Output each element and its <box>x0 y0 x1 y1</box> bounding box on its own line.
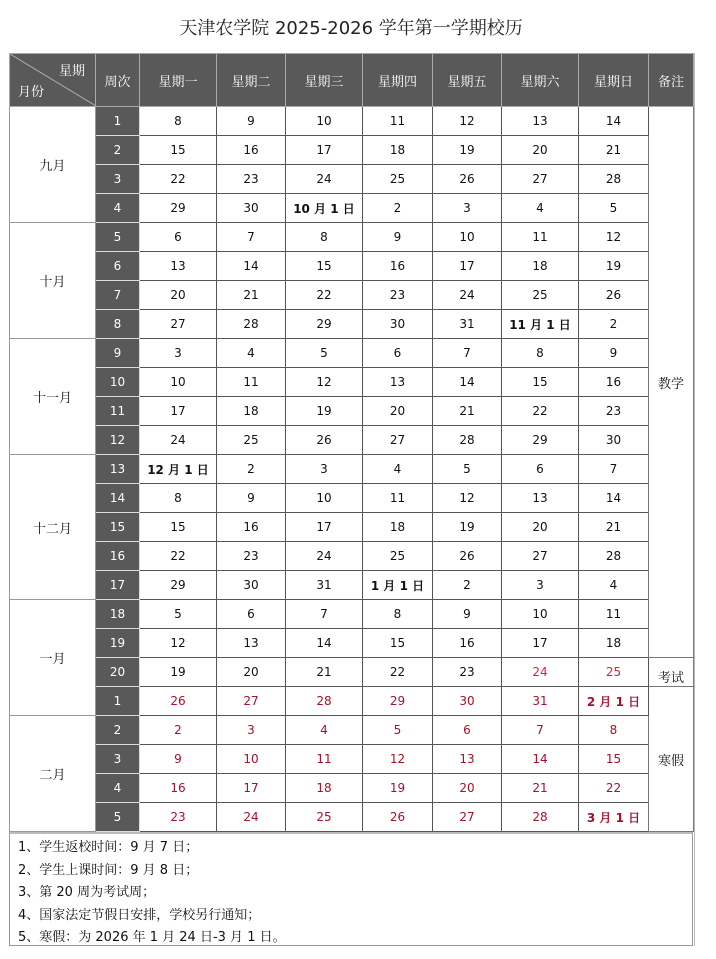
day-cell: 17 <box>502 629 579 658</box>
day-cell: 24 <box>286 542 363 571</box>
day-cell: 3 <box>286 455 363 484</box>
day-cell: 12 月 1 日 <box>140 455 217 484</box>
day-cell: 15 <box>579 745 649 774</box>
day-cell: 11 <box>502 223 579 252</box>
day-header-thu: 星期四 <box>363 54 433 107</box>
day-cell: 19 <box>433 136 502 165</box>
calendar-body <box>10 107 694 832</box>
day-cell: 30 <box>363 310 433 339</box>
week-number: 13 <box>96 455 140 484</box>
week-number: 6 <box>96 252 140 281</box>
day-cell: 12 <box>433 107 502 136</box>
day-cell: 28 <box>579 165 649 194</box>
day-cell: 3 <box>140 339 217 368</box>
day-cell: 13 <box>363 368 433 397</box>
day-cell: 23 <box>140 803 217 832</box>
note-teaching: 教学 <box>649 107 694 658</box>
day-cell: 15 <box>286 252 363 281</box>
day-cell: 4 <box>579 571 649 600</box>
day-cell: 23 <box>579 397 649 426</box>
table-row <box>10 745 694 774</box>
day-cell: 2 <box>363 194 433 223</box>
day-cell: 7 <box>217 223 286 252</box>
day-cell: 20 <box>217 658 286 687</box>
day-cell: 20 <box>433 774 502 803</box>
footnote-3: 3、第 20 周为考试周； <box>18 885 156 900</box>
day-cell: 8 <box>579 716 649 745</box>
day-cell: 22 <box>140 542 217 571</box>
day-cell: 11 <box>363 484 433 513</box>
day-cell: 21 <box>217 281 286 310</box>
day-cell: 14 <box>579 484 649 513</box>
day-cell: 27 <box>363 426 433 455</box>
day-cell: 18 <box>579 629 649 658</box>
day-cell: 19 <box>433 513 502 542</box>
day-cell: 19 <box>363 774 433 803</box>
day-cell: 20 <box>363 397 433 426</box>
table-row <box>10 107 694 136</box>
day-cell: 22 <box>502 397 579 426</box>
week-number: 18 <box>96 600 140 629</box>
day-cell: 3 <box>217 716 286 745</box>
day-cell: 14 <box>579 107 649 136</box>
day-cell: 15 <box>140 513 217 542</box>
note-winter-break: 寒假 <box>649 687 694 832</box>
note-exam: 考试 <box>649 658 694 687</box>
week-number: 19 <box>96 629 140 658</box>
day-cell: 5 <box>286 339 363 368</box>
day-cell: 29 <box>140 194 217 223</box>
day-cell: 8 <box>363 600 433 629</box>
week-number: 3 <box>96 165 140 194</box>
day-cell: 21 <box>433 397 502 426</box>
day-cell: 10 <box>217 745 286 774</box>
day-cell: 4 <box>217 339 286 368</box>
week-number: 14 <box>96 484 140 513</box>
day-cell: 12 <box>363 745 433 774</box>
day-cell: 17 <box>286 136 363 165</box>
day-cell: 13 <box>217 629 286 658</box>
day-cell: 18 <box>363 513 433 542</box>
week-number: 1 <box>96 107 140 136</box>
day-cell: 9 <box>140 745 217 774</box>
day-cell: 27 <box>140 310 217 339</box>
day-cell: 9 <box>217 484 286 513</box>
day-cell: 11 <box>286 745 363 774</box>
day-cell: 27 <box>217 687 286 716</box>
page-title: 天津农学院 2025-2026 学年第一学期校历 <box>179 18 523 39</box>
table-row <box>10 165 694 194</box>
day-cell: 5 <box>363 716 433 745</box>
table-row <box>10 484 694 513</box>
day-cell: 27 <box>502 542 579 571</box>
table-row <box>10 658 694 687</box>
day-cell: 10 <box>140 368 217 397</box>
day-cell: 28 <box>433 426 502 455</box>
day-cell: 6 <box>502 455 579 484</box>
day-cell: 19 <box>286 397 363 426</box>
day-cell: 26 <box>286 426 363 455</box>
week-number: 10 <box>96 368 140 397</box>
day-cell: 12 <box>286 368 363 397</box>
day-cell: 26 <box>363 803 433 832</box>
day-cell: 7 <box>502 716 579 745</box>
day-cell: 10 <box>433 223 502 252</box>
day-cell: 6 <box>363 339 433 368</box>
day-cell: 15 <box>363 629 433 658</box>
day-cell: 13 <box>140 252 217 281</box>
month-label: 十二月 <box>10 455 96 600</box>
day-cell: 19 <box>140 658 217 687</box>
day-cell: 8 <box>140 484 217 513</box>
day-cell: 2 <box>140 716 217 745</box>
day-cell: 8 <box>140 107 217 136</box>
day-cell: 16 <box>433 629 502 658</box>
table-row <box>10 542 694 571</box>
day-cell: 12 <box>140 629 217 658</box>
day-cell: 7 <box>433 339 502 368</box>
day-cell: 17 <box>286 513 363 542</box>
week-number: 5 <box>96 803 140 832</box>
day-cell: 17 <box>140 397 217 426</box>
month-label: 一月 <box>10 600 96 716</box>
day-cell: 20 <box>502 136 579 165</box>
footnote-4: 4、国家法定节假日安排，学校另行通知； <box>18 907 261 923</box>
day-cell: 18 <box>217 397 286 426</box>
day-cell: 8 <box>502 339 579 368</box>
table-row <box>10 281 694 310</box>
week-number: 9 <box>96 339 140 368</box>
day-cell: 13 <box>433 745 502 774</box>
week-number: 2 <box>96 136 140 165</box>
day-cell: 6 <box>140 223 217 252</box>
day-cell: 3 <box>502 571 579 600</box>
day-cell: 9 <box>217 107 286 136</box>
table-row <box>10 571 694 600</box>
table-row <box>10 252 694 281</box>
day-cell: 13 <box>502 484 579 513</box>
day-cell: 23 <box>363 281 433 310</box>
day-cell: 25 <box>286 803 363 832</box>
day-cell: 14 <box>433 368 502 397</box>
day-cell: 26 <box>579 281 649 310</box>
week-number: 3 <box>96 745 140 774</box>
table-row <box>10 397 694 426</box>
day-cell: 15 <box>502 368 579 397</box>
day-cell: 20 <box>140 281 217 310</box>
day-cell: 30 <box>433 687 502 716</box>
day-cell: 29 <box>502 426 579 455</box>
month-label: 九月 <box>10 107 96 223</box>
corner-header <box>10 54 96 107</box>
day-header-sun: 星期日 <box>579 54 649 107</box>
day-cell: 27 <box>433 803 502 832</box>
table-row <box>10 426 694 455</box>
day-cell: 10 <box>286 484 363 513</box>
week-number: 4 <box>96 774 140 803</box>
day-cell: 29 <box>140 571 217 600</box>
day-cell: 18 <box>363 136 433 165</box>
day-cell: 29 <box>363 687 433 716</box>
day-header-fri: 星期五 <box>433 54 502 107</box>
day-cell: 10 <box>502 600 579 629</box>
week-number: 16 <box>96 542 140 571</box>
day-cell: 11 <box>363 107 433 136</box>
day-cell: 3 月 1 日 <box>579 803 649 832</box>
footnotes <box>9 832 693 946</box>
day-cell: 28 <box>286 687 363 716</box>
day-cell: 27 <box>502 165 579 194</box>
day-cell: 18 <box>286 774 363 803</box>
day-cell: 24 <box>433 281 502 310</box>
day-cell: 21 <box>579 136 649 165</box>
table-row <box>10 629 694 658</box>
day-cell: 21 <box>579 513 649 542</box>
calendar-table <box>9 53 694 832</box>
week-number: 11 <box>96 397 140 426</box>
day-cell: 7 <box>579 455 649 484</box>
corner-weekday-label: 星期 <box>58 64 85 79</box>
week-header: 周次 <box>96 54 140 107</box>
month-label: 十月 <box>10 223 96 339</box>
day-cell: 21 <box>286 658 363 687</box>
day-cell: 11 <box>217 368 286 397</box>
day-cell: 16 <box>217 136 286 165</box>
day-cell: 23 <box>433 658 502 687</box>
week-number: 12 <box>96 426 140 455</box>
table-row <box>10 455 694 484</box>
table-row <box>10 136 694 165</box>
day-cell: 10 月 1 日 <box>286 194 363 223</box>
day-cell: 6 <box>433 716 502 745</box>
table-row <box>10 513 694 542</box>
day-cell: 2 <box>579 310 649 339</box>
day-cell: 24 <box>140 426 217 455</box>
day-cell: 5 <box>433 455 502 484</box>
day-cell: 28 <box>579 542 649 571</box>
day-cell: 5 <box>579 194 649 223</box>
day-cell: 24 <box>286 165 363 194</box>
day-cell: 2 <box>433 571 502 600</box>
week-number: 17 <box>96 571 140 600</box>
footnote-1: 1、学生返校时间：9 月 7 日； <box>18 840 199 855</box>
day-cell: 23 <box>217 165 286 194</box>
day-cell: 6 <box>217 600 286 629</box>
month-label: 十一月 <box>10 339 96 455</box>
day-cell: 24 <box>502 658 579 687</box>
table-row <box>10 803 694 832</box>
day-cell: 31 <box>286 571 363 600</box>
day-cell: 4 <box>363 455 433 484</box>
day-cell: 21 <box>502 774 579 803</box>
day-cell: 25 <box>363 165 433 194</box>
table-row <box>10 339 694 368</box>
day-cell: 14 <box>286 629 363 658</box>
day-header-tue: 星期二 <box>217 54 286 107</box>
month-label: 二月 <box>10 716 96 832</box>
day-cell: 10 <box>286 107 363 136</box>
week-number: 15 <box>96 513 140 542</box>
day-cell: 9 <box>363 223 433 252</box>
week-number: 7 <box>96 281 140 310</box>
day-cell: 26 <box>433 165 502 194</box>
day-cell: 14 <box>217 252 286 281</box>
day-cell: 23 <box>217 542 286 571</box>
footnote-5: 5、寒假：为 2026 年 1 月 24 日-3 月 1 日。 <box>18 930 286 945</box>
table-row <box>10 716 694 745</box>
day-cell: 2 <box>217 455 286 484</box>
table-row <box>10 600 694 629</box>
day-cell: 5 <box>140 600 217 629</box>
day-cell: 25 <box>363 542 433 571</box>
day-cell: 25 <box>579 658 649 687</box>
day-cell: 26 <box>433 542 502 571</box>
day-cell: 28 <box>502 803 579 832</box>
day-cell: 2 月 1 日 <box>579 687 649 716</box>
table-row <box>10 310 694 339</box>
day-cell: 31 <box>502 687 579 716</box>
week-number: 20 <box>96 658 140 687</box>
note-header: 备注 <box>649 54 694 107</box>
day-cell: 9 <box>579 339 649 368</box>
table-row <box>10 774 694 803</box>
day-cell: 24 <box>217 803 286 832</box>
day-cell: 30 <box>579 426 649 455</box>
week-number: 8 <box>96 310 140 339</box>
week-number: 5 <box>96 223 140 252</box>
day-cell: 4 <box>502 194 579 223</box>
day-header-sat: 星期六 <box>502 54 579 107</box>
day-cell: 8 <box>286 223 363 252</box>
header-row <box>10 54 694 107</box>
footnote-2: 2、学生上课时间：9 月 8 日； <box>18 862 199 878</box>
day-cell: 9 <box>433 600 502 629</box>
day-cell: 25 <box>217 426 286 455</box>
day-cell: 12 <box>433 484 502 513</box>
table-row <box>10 368 694 397</box>
day-cell: 7 <box>286 600 363 629</box>
table-row <box>10 194 694 223</box>
day-cell: 13 <box>502 107 579 136</box>
week-number: 4 <box>96 194 140 223</box>
day-cell: 16 <box>579 368 649 397</box>
day-cell: 18 <box>502 252 579 281</box>
day-header-mon: 星期一 <box>140 54 217 107</box>
day-cell: 30 <box>217 194 286 223</box>
day-cell: 4 <box>286 716 363 745</box>
day-cell: 22 <box>286 281 363 310</box>
day-cell: 1 月 1 日 <box>363 571 433 600</box>
corner-month-label: 月份 <box>18 85 45 100</box>
day-cell: 22 <box>140 165 217 194</box>
day-cell: 17 <box>217 774 286 803</box>
day-cell: 31 <box>433 310 502 339</box>
table-row <box>10 223 694 252</box>
day-cell: 28 <box>217 310 286 339</box>
day-cell: 11 月 1 日 <box>502 310 579 339</box>
day-cell: 16 <box>363 252 433 281</box>
day-cell: 14 <box>502 745 579 774</box>
table-row <box>10 687 694 716</box>
day-cell: 22 <box>363 658 433 687</box>
week-number: 1 <box>96 687 140 716</box>
day-cell: 16 <box>217 513 286 542</box>
day-cell: 22 <box>579 774 649 803</box>
day-cell: 15 <box>140 136 217 165</box>
day-cell: 26 <box>140 687 217 716</box>
day-cell: 29 <box>286 310 363 339</box>
day-cell: 16 <box>140 774 217 803</box>
day-header-wed: 星期三 <box>286 54 363 107</box>
day-cell: 30 <box>217 571 286 600</box>
day-cell: 20 <box>502 513 579 542</box>
week-number: 2 <box>96 716 140 745</box>
day-cell: 12 <box>579 223 649 252</box>
day-cell: 11 <box>579 600 649 629</box>
day-cell: 19 <box>579 252 649 281</box>
day-cell: 25 <box>502 281 579 310</box>
day-cell: 17 <box>433 252 502 281</box>
day-cell: 3 <box>433 194 502 223</box>
